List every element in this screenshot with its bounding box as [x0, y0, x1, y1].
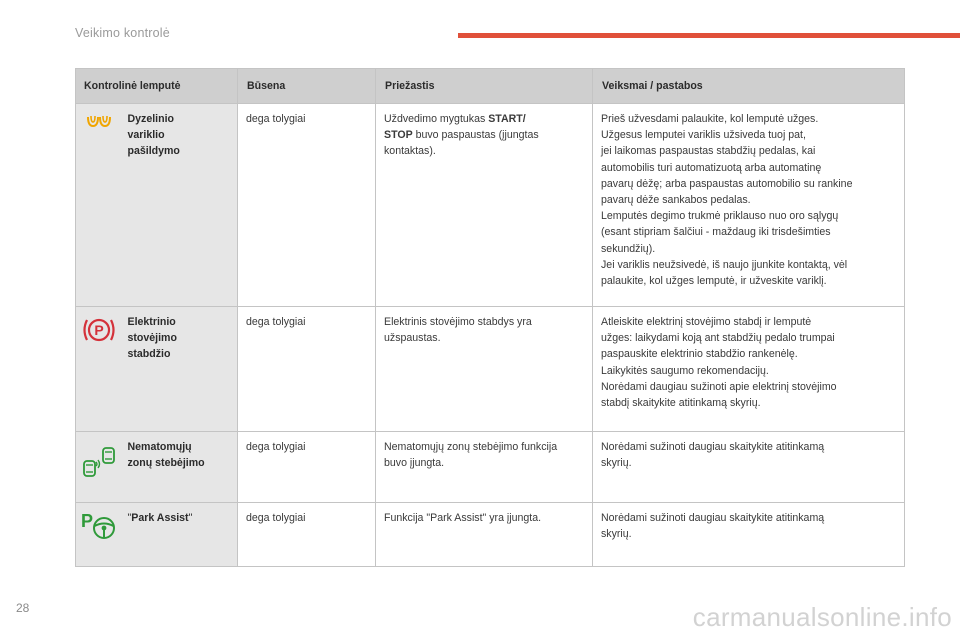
watermark: carmanualsonline.info — [692, 602, 952, 632]
title-accent-bar — [458, 33, 960, 38]
table-row — [76, 104, 905, 307]
state-cell: dega tolygiai — [238, 307, 376, 432]
state-cell: dega tolygiai — [238, 503, 376, 567]
cause-cell: Nematomųjų zonų stebėjimo funkcija buvo įjungta. — [376, 432, 593, 503]
actions-cell: Norėdami sužinoti daugiau skaitykite atitinkamą skyrių. — [593, 503, 905, 567]
table-row — [76, 503, 905, 567]
cause-cell: Funkcija "Park Assist" yra įjungta. — [376, 503, 593, 567]
page-number: 28 — [16, 601, 30, 615]
icon-cell — [76, 104, 123, 307]
blind-spot-monitoring-icon — [81, 446, 117, 478]
icon-cell — [76, 503, 123, 567]
actions-cell: Atleiskite elektrinį stovėjimo stabdį ir lemputė užges: laikydami koją ant stabdžių pedalo trumpai paspauskite elektrinio stabdžio rankenėlę. Laikykitės saugumo rekomendacijų. Norėdami daugiau sužinoti apie elektrinį stovėjimo stabdį skaitykite atitinkamą skyrių. — [593, 307, 905, 432]
light-name: Elektrinio stovėjimo stabdžio — [123, 307, 238, 432]
warning-lights-table — [75, 68, 905, 567]
svg-text:P: P — [94, 322, 104, 338]
cause-cell: Uždvedimo mygtukas START/ STOP buvo paspaustas (įjungtas kontaktas). — [376, 104, 593, 307]
icon-cell — [76, 307, 123, 432]
light-name: Dyzelinio variklio pašildymo — [123, 104, 238, 307]
actions-cell: Norėdami sužinoti daugiau skaitykite atitinkamą skyrių. — [593, 432, 905, 503]
svg-text:P: P — [81, 511, 94, 531]
state-cell: dega tolygiai — [238, 432, 376, 503]
state-cell: dega tolygiai — [238, 104, 376, 307]
header-actions: Veiksmai / pastabos — [593, 69, 905, 104]
table-row — [76, 307, 905, 432]
cause-cell: Elektrinis stovėjimo stabdys yra užspaustas. — [376, 307, 593, 432]
electric-parking-brake-icon — [82, 316, 116, 344]
glow-plug-icon — [86, 114, 112, 130]
header-state: Būsena — [238, 69, 376, 104]
light-name: "Park Assist" — [123, 503, 238, 567]
header-cause: Priežastis — [376, 69, 593, 104]
header-warning-light: Kontrolinė lemputė — [76, 69, 238, 104]
table-row — [76, 432, 905, 503]
table-header-row — [76, 69, 905, 104]
park-assist-icon — [80, 511, 118, 541]
actions-cell: Prieš užvesdami palaukite, kol lemputė užges. Užgesus lemputei variklis užsiveda tuoj pat, jei laikomas paspaustas stabdžių pedalas, kai automobilis turi automatizuotą arba automatinę pavarų dėžę; arba paspaustas automobilio su rankine pavarų dėže sankabos pedalas. Lemputės degimo trukmė priklauso nuo oro sąlygų (esant stipriam šalčiui - maždaug iki trisdešimties sekundžių). Jei variklis neužsivedė, iš naujo įjunkite kontaktą, vėl palaukite, kol užges lemputė, ir užveskite variklį. — [593, 104, 905, 307]
section-title: Veikimo kontrolė — [75, 26, 170, 40]
light-name: Nematomųjų zonų stebėjimo — [123, 432, 238, 503]
icon-cell — [76, 432, 123, 503]
